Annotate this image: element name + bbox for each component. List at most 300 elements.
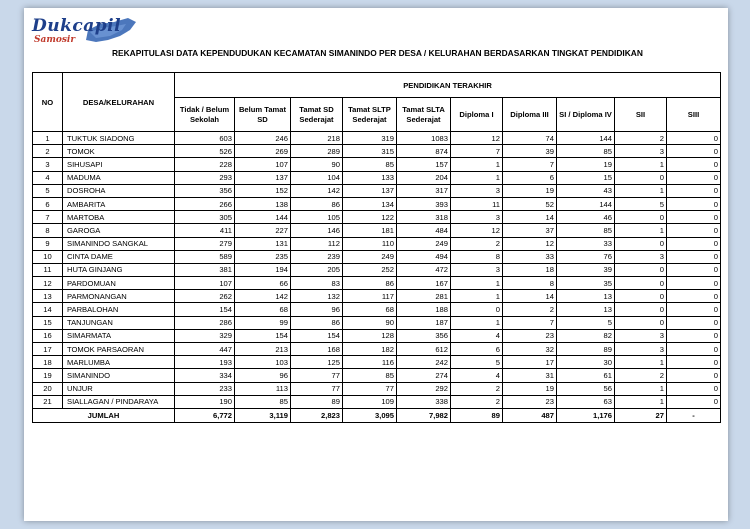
count-cell: 1: [451, 290, 503, 303]
count-cell: 68: [235, 303, 291, 316]
count-cell: 85: [557, 145, 615, 158]
header-desa: DESA/KELURAHAN: [63, 73, 175, 132]
count-cell: 86: [343, 277, 397, 290]
count-cell: 281: [397, 290, 451, 303]
row-number: 19: [33, 369, 63, 382]
count-cell: 167: [397, 277, 451, 290]
count-cell: 76: [557, 250, 615, 263]
table-row: [33, 158, 721, 171]
count-cell: 77: [291, 382, 343, 395]
total-cell: 487: [503, 408, 557, 422]
row-number: 18: [33, 356, 63, 369]
header-group: PENDIDIKAN TERAKHIR: [175, 73, 721, 98]
count-cell: 411: [175, 224, 235, 237]
count-cell: 138: [235, 197, 291, 210]
count-cell: 6: [503, 171, 557, 184]
count-cell: 86: [291, 316, 343, 329]
count-cell: 1: [451, 171, 503, 184]
count-cell: 603: [175, 132, 235, 145]
count-cell: 56: [557, 382, 615, 395]
total-label: JUMLAH: [33, 408, 175, 422]
table-row: [33, 237, 721, 250]
count-cell: 2: [451, 237, 503, 250]
count-cell: 181: [343, 224, 397, 237]
count-cell: 381: [175, 263, 235, 276]
count-cell: 4: [451, 369, 503, 382]
count-cell: 90: [343, 316, 397, 329]
count-cell: 1: [451, 158, 503, 171]
count-cell: 12: [503, 237, 557, 250]
count-cell: 0: [615, 263, 667, 276]
count-cell: 266: [175, 197, 235, 210]
count-cell: 239: [291, 250, 343, 263]
count-cell: 31: [503, 369, 557, 382]
count-cell: 484: [397, 224, 451, 237]
logo-text: Dukcapil: [32, 16, 122, 36]
table-row: [33, 211, 721, 224]
count-cell: 90: [291, 158, 343, 171]
count-cell: 85: [557, 224, 615, 237]
count-cell: 0: [667, 369, 721, 382]
count-cell: 77: [291, 369, 343, 382]
count-cell: 472: [397, 263, 451, 276]
count-cell: 0: [667, 184, 721, 197]
count-cell: 85: [343, 158, 397, 171]
count-cell: 125: [291, 356, 343, 369]
count-cell: 5: [615, 197, 667, 210]
count-cell: 589: [175, 250, 235, 263]
village-name: MARTOBA: [63, 211, 175, 224]
row-number: 1: [33, 132, 63, 145]
count-cell: 17: [503, 356, 557, 369]
count-cell: 0: [667, 158, 721, 171]
total-cell: 3,119: [235, 408, 291, 422]
village-name: UNJUR: [63, 382, 175, 395]
count-cell: 7: [451, 145, 503, 158]
count-cell: 137: [343, 184, 397, 197]
row-number: 8: [33, 224, 63, 237]
village-name: MARLUMBA: [63, 356, 175, 369]
count-cell: 35: [557, 277, 615, 290]
count-cell: 66: [235, 277, 291, 290]
count-cell: 293: [175, 171, 235, 184]
count-cell: 874: [397, 145, 451, 158]
count-cell: 104: [291, 171, 343, 184]
total-cell: 2,823: [291, 408, 343, 422]
count-cell: 317: [397, 184, 451, 197]
count-cell: 228: [175, 158, 235, 171]
count-cell: 15: [557, 171, 615, 184]
count-cell: 113: [235, 382, 291, 395]
report-title: REKAPITULASI DATA KEPENDUDUKAN KECAMATAN SIMANINDO PER DESA / KELURAHAN BERDASARKAN TINGKAT PENDIDIKAN: [112, 48, 643, 58]
count-cell: 249: [343, 250, 397, 263]
count-cell: 14: [503, 290, 557, 303]
count-cell: 12: [451, 132, 503, 145]
count-cell: 233: [175, 382, 235, 395]
village-name: TANJUNGAN: [63, 316, 175, 329]
count-cell: 0: [667, 224, 721, 237]
header-col: Belum Tamat SD: [235, 98, 291, 132]
count-cell: 7: [503, 316, 557, 329]
count-cell: 274: [397, 369, 451, 382]
table-row: [33, 263, 721, 276]
count-cell: 0: [667, 303, 721, 316]
count-cell: 8: [503, 277, 557, 290]
count-cell: 3: [615, 343, 667, 356]
count-cell: 235: [235, 250, 291, 263]
header-col: SI / Diploma IV: [557, 98, 615, 132]
village-name: DOSROHA: [63, 184, 175, 197]
count-cell: 329: [175, 329, 235, 342]
table-row: [33, 382, 721, 395]
table-row: [33, 290, 721, 303]
village-name: CINTA DAME: [63, 250, 175, 263]
count-cell: 11: [451, 197, 503, 210]
count-cell: 269: [235, 145, 291, 158]
count-cell: 0: [667, 171, 721, 184]
count-cell: 0: [667, 132, 721, 145]
header-col: SIII: [667, 98, 721, 132]
count-cell: 0: [667, 145, 721, 158]
count-cell: 157: [397, 158, 451, 171]
count-cell: 1: [615, 184, 667, 197]
count-cell: 39: [557, 263, 615, 276]
count-cell: 612: [397, 343, 451, 356]
count-cell: 0: [667, 277, 721, 290]
count-cell: 46: [557, 211, 615, 224]
count-cell: 246: [235, 132, 291, 145]
count-cell: 319: [343, 132, 397, 145]
count-cell: 3: [451, 263, 503, 276]
count-cell: 2: [615, 369, 667, 382]
count-cell: 6: [451, 343, 503, 356]
count-cell: 3: [451, 211, 503, 224]
count-cell: 89: [557, 343, 615, 356]
count-cell: 494: [397, 250, 451, 263]
header-col: Diploma I: [451, 98, 503, 132]
count-cell: 2: [503, 303, 557, 316]
count-cell: 23: [503, 395, 557, 408]
count-cell: 19: [503, 382, 557, 395]
count-cell: 33: [503, 250, 557, 263]
count-cell: 43: [557, 184, 615, 197]
village-name: MADUMA: [63, 171, 175, 184]
count-cell: 82: [557, 329, 615, 342]
count-cell: 286: [175, 316, 235, 329]
count-cell: 447: [175, 343, 235, 356]
count-cell: 8: [451, 250, 503, 263]
total-cell: 3,095: [343, 408, 397, 422]
count-cell: 128: [343, 329, 397, 342]
count-cell: 154: [235, 329, 291, 342]
count-cell: 134: [343, 197, 397, 210]
header-col: SII: [615, 98, 667, 132]
count-cell: 7: [503, 158, 557, 171]
row-number: 10: [33, 250, 63, 263]
count-cell: 0: [615, 316, 667, 329]
count-cell: 218: [291, 132, 343, 145]
count-cell: 13: [557, 303, 615, 316]
row-number: 16: [33, 329, 63, 342]
count-cell: 63: [557, 395, 615, 408]
count-cell: 154: [175, 303, 235, 316]
count-cell: 1: [451, 316, 503, 329]
count-cell: 0: [667, 211, 721, 224]
count-cell: 213: [235, 343, 291, 356]
count-cell: 96: [291, 303, 343, 316]
count-cell: 39: [503, 145, 557, 158]
count-cell: 0: [615, 211, 667, 224]
count-cell: 116: [343, 356, 397, 369]
logo-subtext: Samosir: [34, 35, 76, 45]
count-cell: 3: [615, 250, 667, 263]
row-number: 20: [33, 382, 63, 395]
count-cell: 1: [615, 395, 667, 408]
count-cell: 0: [615, 277, 667, 290]
count-cell: 19: [503, 184, 557, 197]
row-number: 14: [33, 303, 63, 316]
table-row: [33, 356, 721, 369]
count-cell: 0: [615, 171, 667, 184]
row-number: 9: [33, 237, 63, 250]
table-row: [33, 171, 721, 184]
count-cell: 103: [235, 356, 291, 369]
count-cell: 0: [451, 303, 503, 316]
row-number: 13: [33, 290, 63, 303]
row-number: 4: [33, 171, 63, 184]
count-cell: 144: [557, 132, 615, 145]
count-cell: 187: [397, 316, 451, 329]
count-cell: 0: [667, 395, 721, 408]
count-cell: 131: [235, 237, 291, 250]
count-cell: 252: [343, 263, 397, 276]
village-name: TOMOK PARSAORAN: [63, 343, 175, 356]
count-cell: 0: [615, 237, 667, 250]
count-cell: 188: [397, 303, 451, 316]
count-cell: 1: [615, 356, 667, 369]
count-cell: 1: [615, 382, 667, 395]
count-cell: 1083: [397, 132, 451, 145]
count-cell: 338: [397, 395, 451, 408]
count-cell: 3: [615, 145, 667, 158]
count-cell: 315: [343, 145, 397, 158]
count-cell: 85: [235, 395, 291, 408]
village-name: TUKTUK SIADONG: [63, 132, 175, 145]
count-cell: 0: [615, 290, 667, 303]
table-row: [33, 329, 721, 342]
count-cell: 0: [667, 197, 721, 210]
count-cell: 182: [343, 343, 397, 356]
header-col: Tidak / Belum Sekolah: [175, 98, 235, 132]
header-no: NO: [33, 73, 63, 132]
count-cell: 356: [397, 329, 451, 342]
count-cell: 107: [175, 277, 235, 290]
count-cell: 5: [557, 316, 615, 329]
count-cell: 152: [235, 184, 291, 197]
count-cell: 83: [291, 277, 343, 290]
count-cell: 205: [291, 263, 343, 276]
count-cell: 18: [503, 263, 557, 276]
count-cell: 1: [451, 277, 503, 290]
count-cell: 89: [291, 395, 343, 408]
count-cell: 0: [667, 382, 721, 395]
count-cell: 526: [175, 145, 235, 158]
count-cell: 289: [291, 145, 343, 158]
count-cell: 142: [291, 184, 343, 197]
count-cell: 13: [557, 290, 615, 303]
row-number: 15: [33, 316, 63, 329]
count-cell: 4: [451, 329, 503, 342]
total-cell: 6,772: [175, 408, 235, 422]
count-cell: 356: [175, 184, 235, 197]
table-row: [33, 316, 721, 329]
count-cell: 96: [235, 369, 291, 382]
total-cell: -: [667, 408, 721, 422]
count-cell: 142: [235, 290, 291, 303]
count-cell: 74: [503, 132, 557, 145]
table-row: [33, 184, 721, 197]
count-cell: 146: [291, 224, 343, 237]
table-row: [33, 132, 721, 145]
count-cell: 279: [175, 237, 235, 250]
count-cell: 14: [503, 211, 557, 224]
village-name: PARBALOHAN: [63, 303, 175, 316]
count-cell: 249: [397, 237, 451, 250]
education-table: [32, 72, 721, 423]
count-cell: 61: [557, 369, 615, 382]
village-name: AMBARITA: [63, 197, 175, 210]
header-col: Tamat SLTP Sederajat: [343, 98, 397, 132]
total-cell: 7,982: [397, 408, 451, 422]
count-cell: 227: [235, 224, 291, 237]
count-cell: 154: [291, 329, 343, 342]
count-cell: 393: [397, 197, 451, 210]
count-cell: 105: [291, 211, 343, 224]
count-cell: 109: [343, 395, 397, 408]
village-name: SIALLAGAN / PINDARAYA: [63, 395, 175, 408]
row-number: 17: [33, 343, 63, 356]
count-cell: 77: [343, 382, 397, 395]
count-cell: 1: [615, 224, 667, 237]
count-cell: 112: [291, 237, 343, 250]
count-cell: 33: [557, 237, 615, 250]
row-number: 21: [33, 395, 63, 408]
count-cell: 0: [667, 290, 721, 303]
header-col: Tamat SLTA Sederajat: [397, 98, 451, 132]
count-cell: 194: [235, 263, 291, 276]
count-cell: 2: [451, 382, 503, 395]
village-name: SIMANINDO: [63, 369, 175, 382]
count-cell: 168: [291, 343, 343, 356]
total-cell: 1,176: [557, 408, 615, 422]
total-cell: 27: [615, 408, 667, 422]
count-cell: 5: [451, 356, 503, 369]
count-cell: 2: [451, 395, 503, 408]
count-cell: 0: [615, 303, 667, 316]
village-name: PARMONANGAN: [63, 290, 175, 303]
table-row: [33, 197, 721, 210]
count-cell: 0: [667, 343, 721, 356]
count-cell: 107: [235, 158, 291, 171]
count-cell: 99: [235, 316, 291, 329]
count-cell: 2: [615, 132, 667, 145]
count-cell: 292: [397, 382, 451, 395]
count-cell: 137: [235, 171, 291, 184]
count-cell: 0: [667, 250, 721, 263]
count-cell: 23: [503, 329, 557, 342]
count-cell: 122: [343, 211, 397, 224]
count-cell: 110: [343, 237, 397, 250]
table-row: [33, 369, 721, 382]
count-cell: 0: [667, 237, 721, 250]
count-cell: 262: [175, 290, 235, 303]
count-cell: 3: [451, 184, 503, 197]
count-cell: 132: [291, 290, 343, 303]
village-name: GAROGA: [63, 224, 175, 237]
village-name: SIMANINDO SANGKAL: [63, 237, 175, 250]
count-cell: 85: [343, 369, 397, 382]
count-cell: 0: [667, 329, 721, 342]
count-cell: 305: [175, 211, 235, 224]
row-number: 7: [33, 211, 63, 224]
row-number: 6: [33, 197, 63, 210]
total-cell: 89: [451, 408, 503, 422]
count-cell: 242: [397, 356, 451, 369]
count-cell: 30: [557, 356, 615, 369]
header-col: Tamat SD Sederajat: [291, 98, 343, 132]
count-cell: 204: [397, 171, 451, 184]
count-cell: 86: [291, 197, 343, 210]
count-cell: 37: [503, 224, 557, 237]
count-cell: 334: [175, 369, 235, 382]
row-number: 2: [33, 145, 63, 158]
table-row: [33, 303, 721, 316]
count-cell: 68: [343, 303, 397, 316]
row-number: 5: [33, 184, 63, 197]
row-number: 3: [33, 158, 63, 171]
count-cell: 318: [397, 211, 451, 224]
count-cell: 193: [175, 356, 235, 369]
header-col: Diploma III: [503, 98, 557, 132]
count-cell: 144: [557, 197, 615, 210]
row-number: 11: [33, 263, 63, 276]
table-row: [33, 343, 721, 356]
table-row: [33, 395, 721, 408]
count-cell: 0: [667, 263, 721, 276]
count-cell: 1: [615, 158, 667, 171]
count-cell: 133: [343, 171, 397, 184]
table-row: [33, 250, 721, 263]
count-cell: 190: [175, 395, 235, 408]
count-cell: 32: [503, 343, 557, 356]
count-cell: 144: [235, 211, 291, 224]
table-row: [33, 145, 721, 158]
village-name: HUTA GINJANG: [63, 263, 175, 276]
village-name: TOMOK: [63, 145, 175, 158]
document-frame: [24, 8, 728, 521]
count-cell: 52: [503, 197, 557, 210]
village-name: SIHUSAPI: [63, 158, 175, 171]
count-cell: 3: [615, 329, 667, 342]
count-cell: 0: [667, 316, 721, 329]
row-number: 12: [33, 277, 63, 290]
count-cell: 19: [557, 158, 615, 171]
count-cell: 0: [667, 356, 721, 369]
count-cell: 12: [451, 224, 503, 237]
table-row: [33, 277, 721, 290]
village-name: PARDOMUAN: [63, 277, 175, 290]
village-name: SIMARMATA: [63, 329, 175, 342]
